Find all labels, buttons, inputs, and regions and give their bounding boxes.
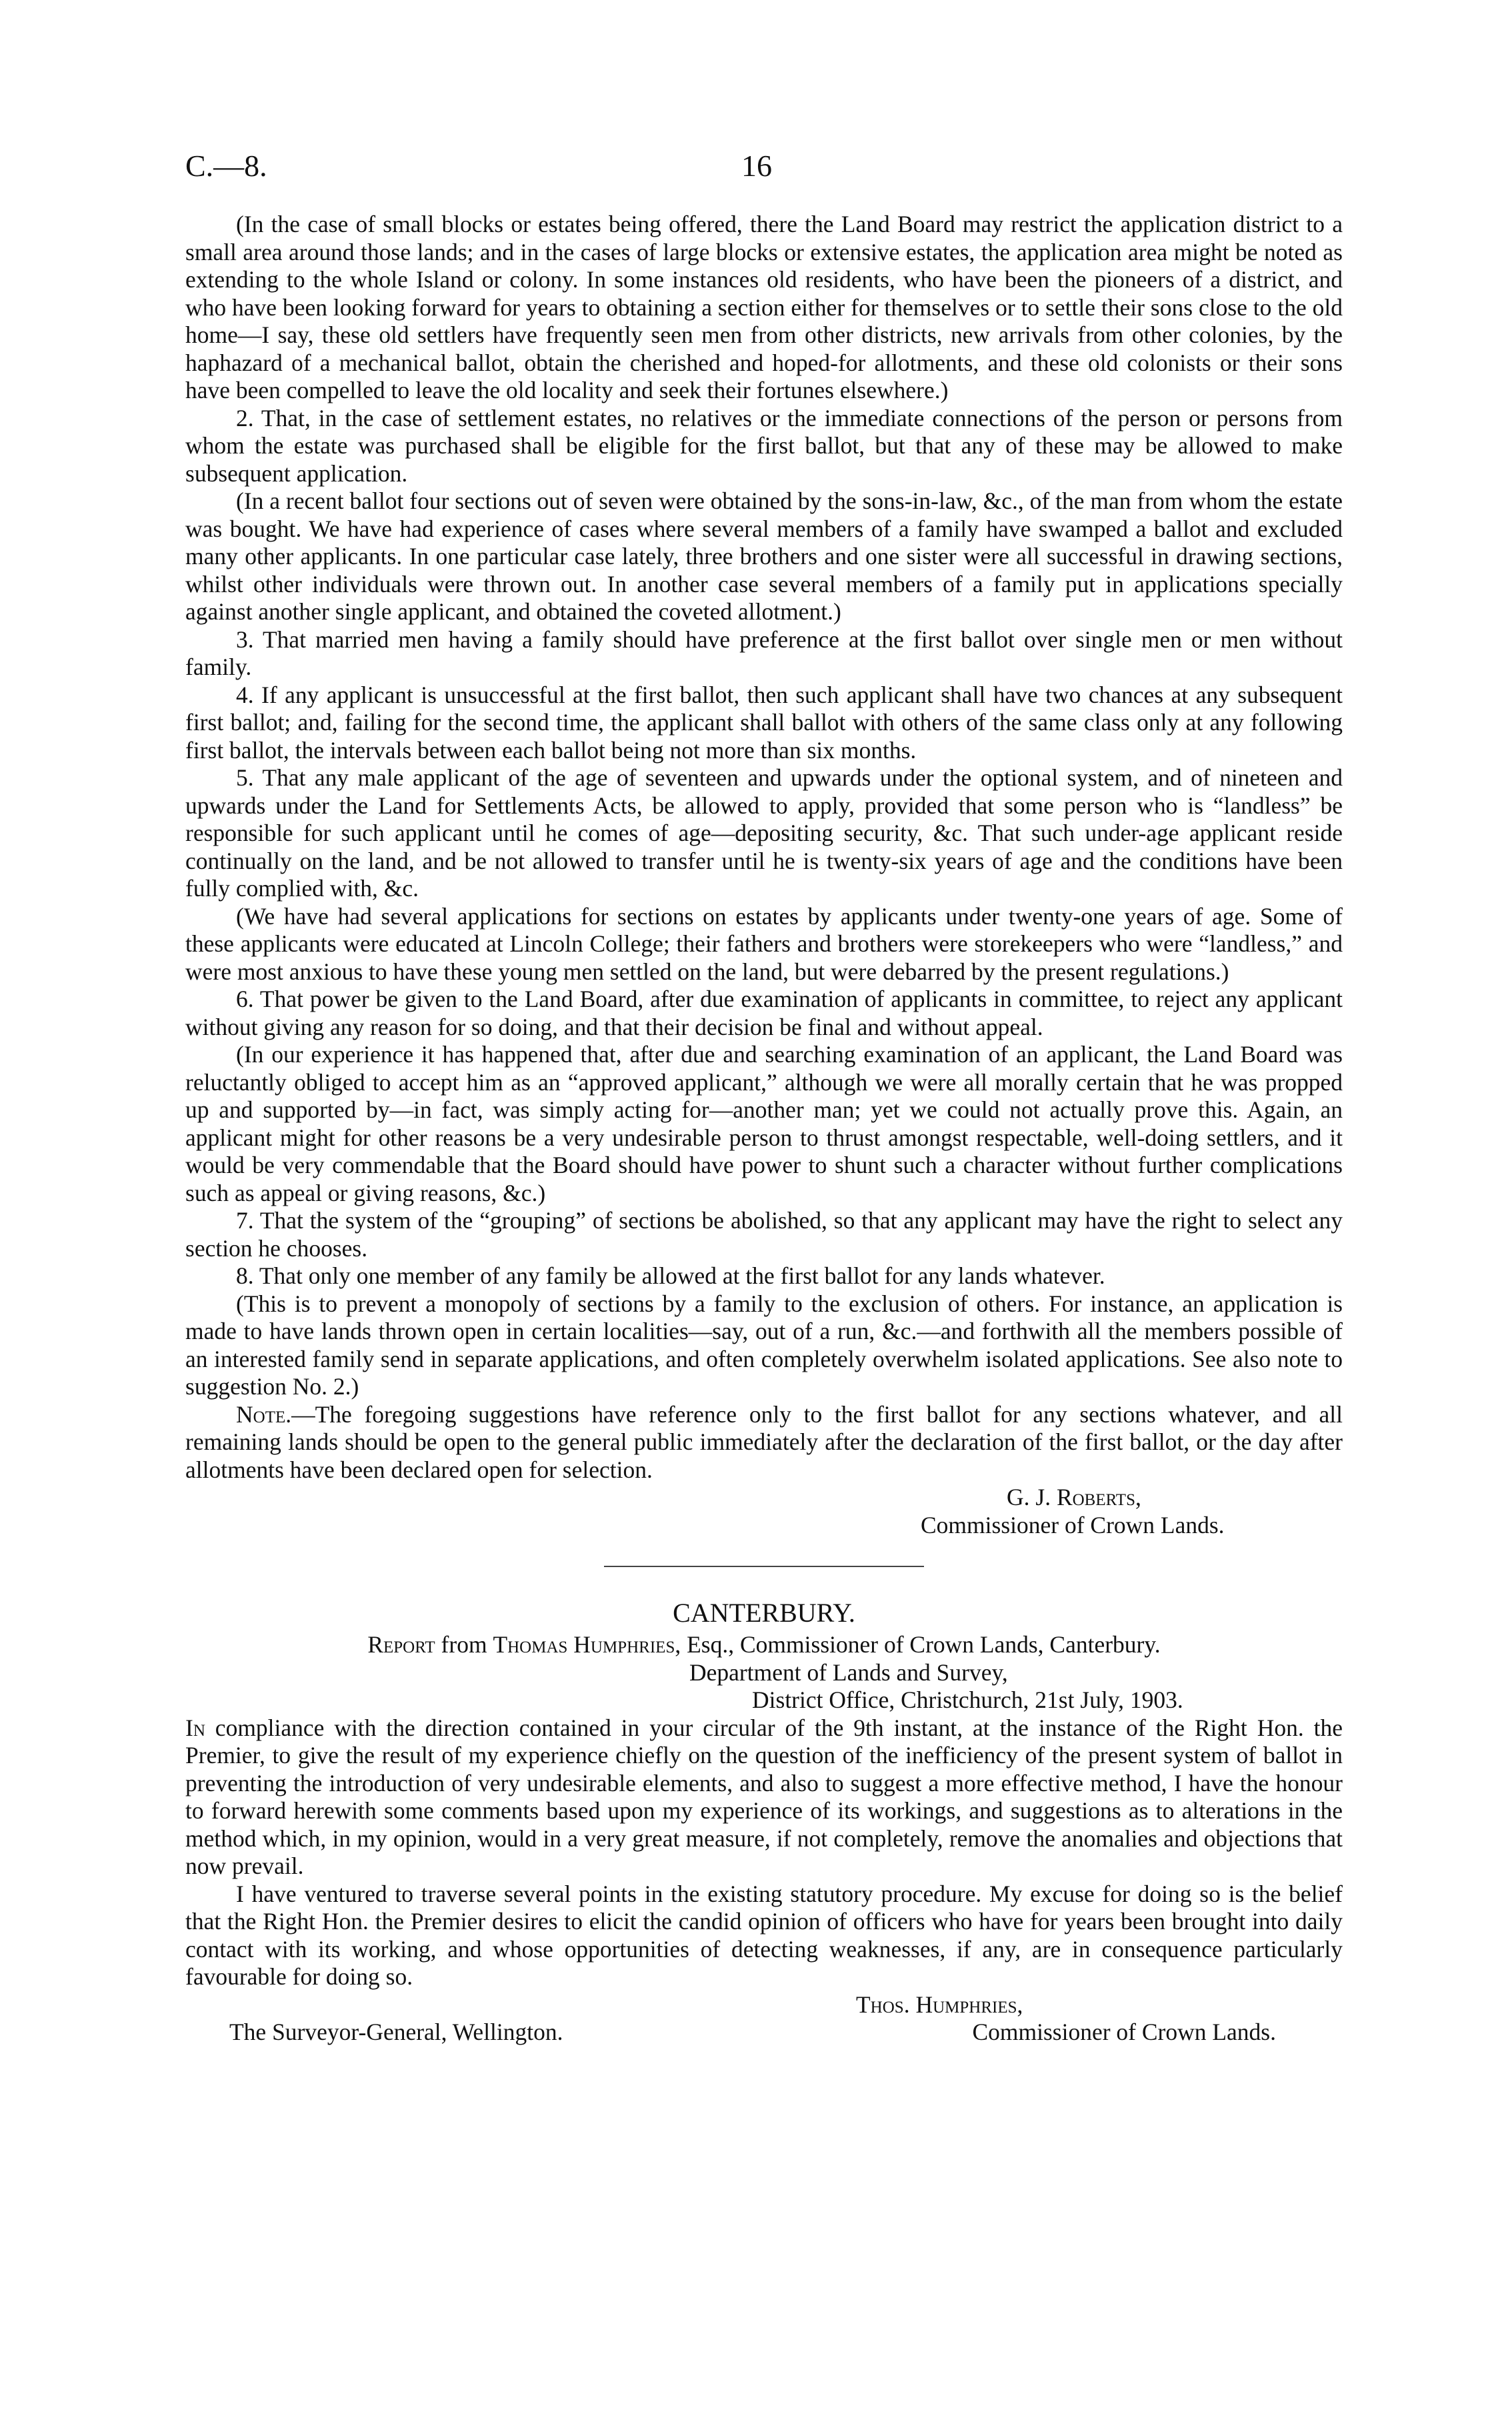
report-title — [185, 1631, 1343, 1659]
suggestion-5-commentary: (We have had several applications for sections on estates by applicants under twenty-one years of age. Some of these applicants were educated at Lincoln College; their fathers and brothers were storekeepers who were “landless,” and were most anxious to have these young men settled on the land, but were debarred by the present regulations.) — [185, 902, 1343, 985]
paragraph-1-text: compliance with the direction contained in your circular of the 9th instant, at the instance of the Right Hon. the Premier, to give the result of my experience chiefly on the question of the inefficiency of the present system of ballot in preventing the introduction of very undesirable elements, and also to suggest a more effective method, I have the honour to forward herewith some comments based upon my experience of its workings, and suggestions as to alterations in the method which, in my opinion, would in a very great measure, if not completely, remove the anomalies and objections that now prevail. — [185, 1714, 1343, 1879]
section-divider — [604, 1566, 924, 1567]
office-date-line: District Office, Christchurch, 21st July, 1903. — [752, 1686, 1183, 1713]
suggestion-4: 4. If any applicant is unsuccessful at the first ballot, then such applicant shall have two chances at any subsequent first ballot; and, failing for the second time, the applicant shall ballot with others of the same class only at any following first ballot, the intervals between each ballot being not more than six months. — [185, 681, 1343, 764]
note-label: Note. — [236, 1400, 292, 1428]
humphries-signature-title: Commissioner of Crown Lands. — [972, 2019, 1276, 2045]
suggestion-5: 5. That any male applicant of the age of seventeen and upwards under the optional system, and of nineteen and upwards under the Land for Settlements Acts, be allowed to apply, provided that some person who is “landless” be responsible for such applicant until he comes of age—depositing security, &c. That such under-age applicant reside continually on the land, and be not allowed to transfer until he is twenty-six years of age and the conditions have been fully complied with, &c. — [185, 764, 1343, 902]
signature-surname: Roberts — [1056, 1484, 1135, 1510]
note-text: —The foregoing suggestions have reference only to the first ballot for any sections whatever, and all remaining lands should be open to the general public immediately after the declaration of the first ballot, or the day after allotments have been declared open for selection. — [185, 1400, 1343, 1483]
humphries-signature-name: Thos. Humphries, — [856, 1991, 1023, 2018]
canterbury-heading: CANTERBURY. — [673, 1598, 855, 1628]
opening-word: In — [185, 1714, 205, 1741]
signature-comma: , — [1135, 1484, 1141, 1510]
roberts-signature-name — [185, 1484, 1343, 1512]
suggestion-6: 6. That power be given to the Land Board, after due examination of applicants in committee, to reject any applicant without giving any reason for so doing, and that their decision be final and without appeal. — [185, 986, 1343, 1040]
page-body — [185, 211, 1343, 2047]
suggestion-8-commentary: (This is to prevent a monopoly of sections by a family to the exclusion of others. For instance, an application is made to have lands thrown open in certain localities—say, out of a run, &c.—and forthwith all the members possible of an interested family send in separate applications, and often completely overwhelm isolated applications. See also note to suggestion No. 2.) — [185, 1290, 1343, 1400]
from-word: from — [435, 1631, 493, 1658]
suggestion-2-commentary: (In a recent ballot four sections out of seven were obtained by the sons-in-law, &c., of the man from whom the estate was bought. We have had experience of cases where several members of a family have swamped a ballot and excluded many other applicants. In one particular case lately, three brothers and one sister were all successful in drawing sections, whilst other individuals were thrown out. In another case several members of a family put in applications specially against another single applicant, and obtained the coveted allotment.) — [185, 487, 1343, 625]
document-reference: C.—8. — [185, 149, 267, 183]
roberts-paragraph-1: (In the case of small blocks or estates being offered, there the Land Board may restrict the application district to a small area around those lands; and in the cases of large blocks or extensive estates, the application area might be noted as extending to the whole Island or colony. In some instances old residents, who have been the pioneers of a district, and who have been looking forward for years to obtaining a section either for themselves or to settle their sons close to the old home—I say, these old settlers have frequently seen men from other districts, new arrivals from other colonies, by the haphazard of a mechanical ballot, obtain the cherished and hoped-for allotments, and these old colonists or their sons have been compelled to leave the old locality and seek their fortunes elsewhere.) — [185, 211, 1343, 403]
suggestion-7: 7. That the system of the “grouping” of sections be abolished, so that any applicant may have the right to select any section he chooses. — [185, 1207, 1343, 1262]
humphries-paragraph-2: I have ventured to traverse several points in the existing statutory procedure. My excuse for doing so is the belief that the Right Hon. the Premier desires to elicit the candid opinion of officers who have for years been brought into daily contact with its working, and whose opportunities of detecting weaknesses, if any, are in consequence particularly favourable for doing so. — [185, 1880, 1343, 1990]
suggestion-2: 2. That, in the case of settlement estates, no relatives or the immediate connections of the person or persons from whom the estate was purchased shall be eligible for the first ballot, but that any of these may be allowed to make subsequent application. — [185, 404, 1343, 487]
closing-row — [185, 2019, 1343, 2047]
roberts-signature-title: Commissioner of Crown Lands. — [921, 1511, 1225, 1538]
humphries-paragraph-1 — [185, 1714, 1343, 1881]
page-number: 16 — [741, 149, 772, 183]
addressee: The Surveyor-General, Wellington. — [229, 2019, 563, 2045]
suggestion-6-commentary: (In our experience it has happened that, after due and searching examination of an applicant, the Land Board was reluctantly obliged to accept him as an “approved applicant,” although we were all morally certain that he was propped up and supported by—in fact, was simply acting for—another man; yet we could not actually prove this. Again, an applicant might for other reasons be a very undesirable person to thrust amongst respectable, well-doing settlers, and it would be very commendable that the Board should have power to shunt such a character without further complications such as appeal or giving reasons, &c.) — [185, 1041, 1343, 1206]
report-word: Report — [367, 1631, 435, 1658]
suggestion-3: 3. That married men having a family should have preference at the first ballot over single men or men without family. — [185, 626, 1343, 680]
roberts-note — [185, 1401, 1343, 1484]
department-line: Department of Lands and Survey, — [689, 1658, 1008, 1686]
suggestion-8: 8. That only one member of any family be allowed at the first ballot for any lands whatever. — [236, 1262, 1105, 1289]
reporter-name: Thomas Humphries — [493, 1631, 675, 1658]
signature-initials: G. J. — [1007, 1484, 1057, 1510]
report-rest: , Esq., Commissioner of Crown Lands, Canterbury. — [675, 1631, 1161, 1658]
